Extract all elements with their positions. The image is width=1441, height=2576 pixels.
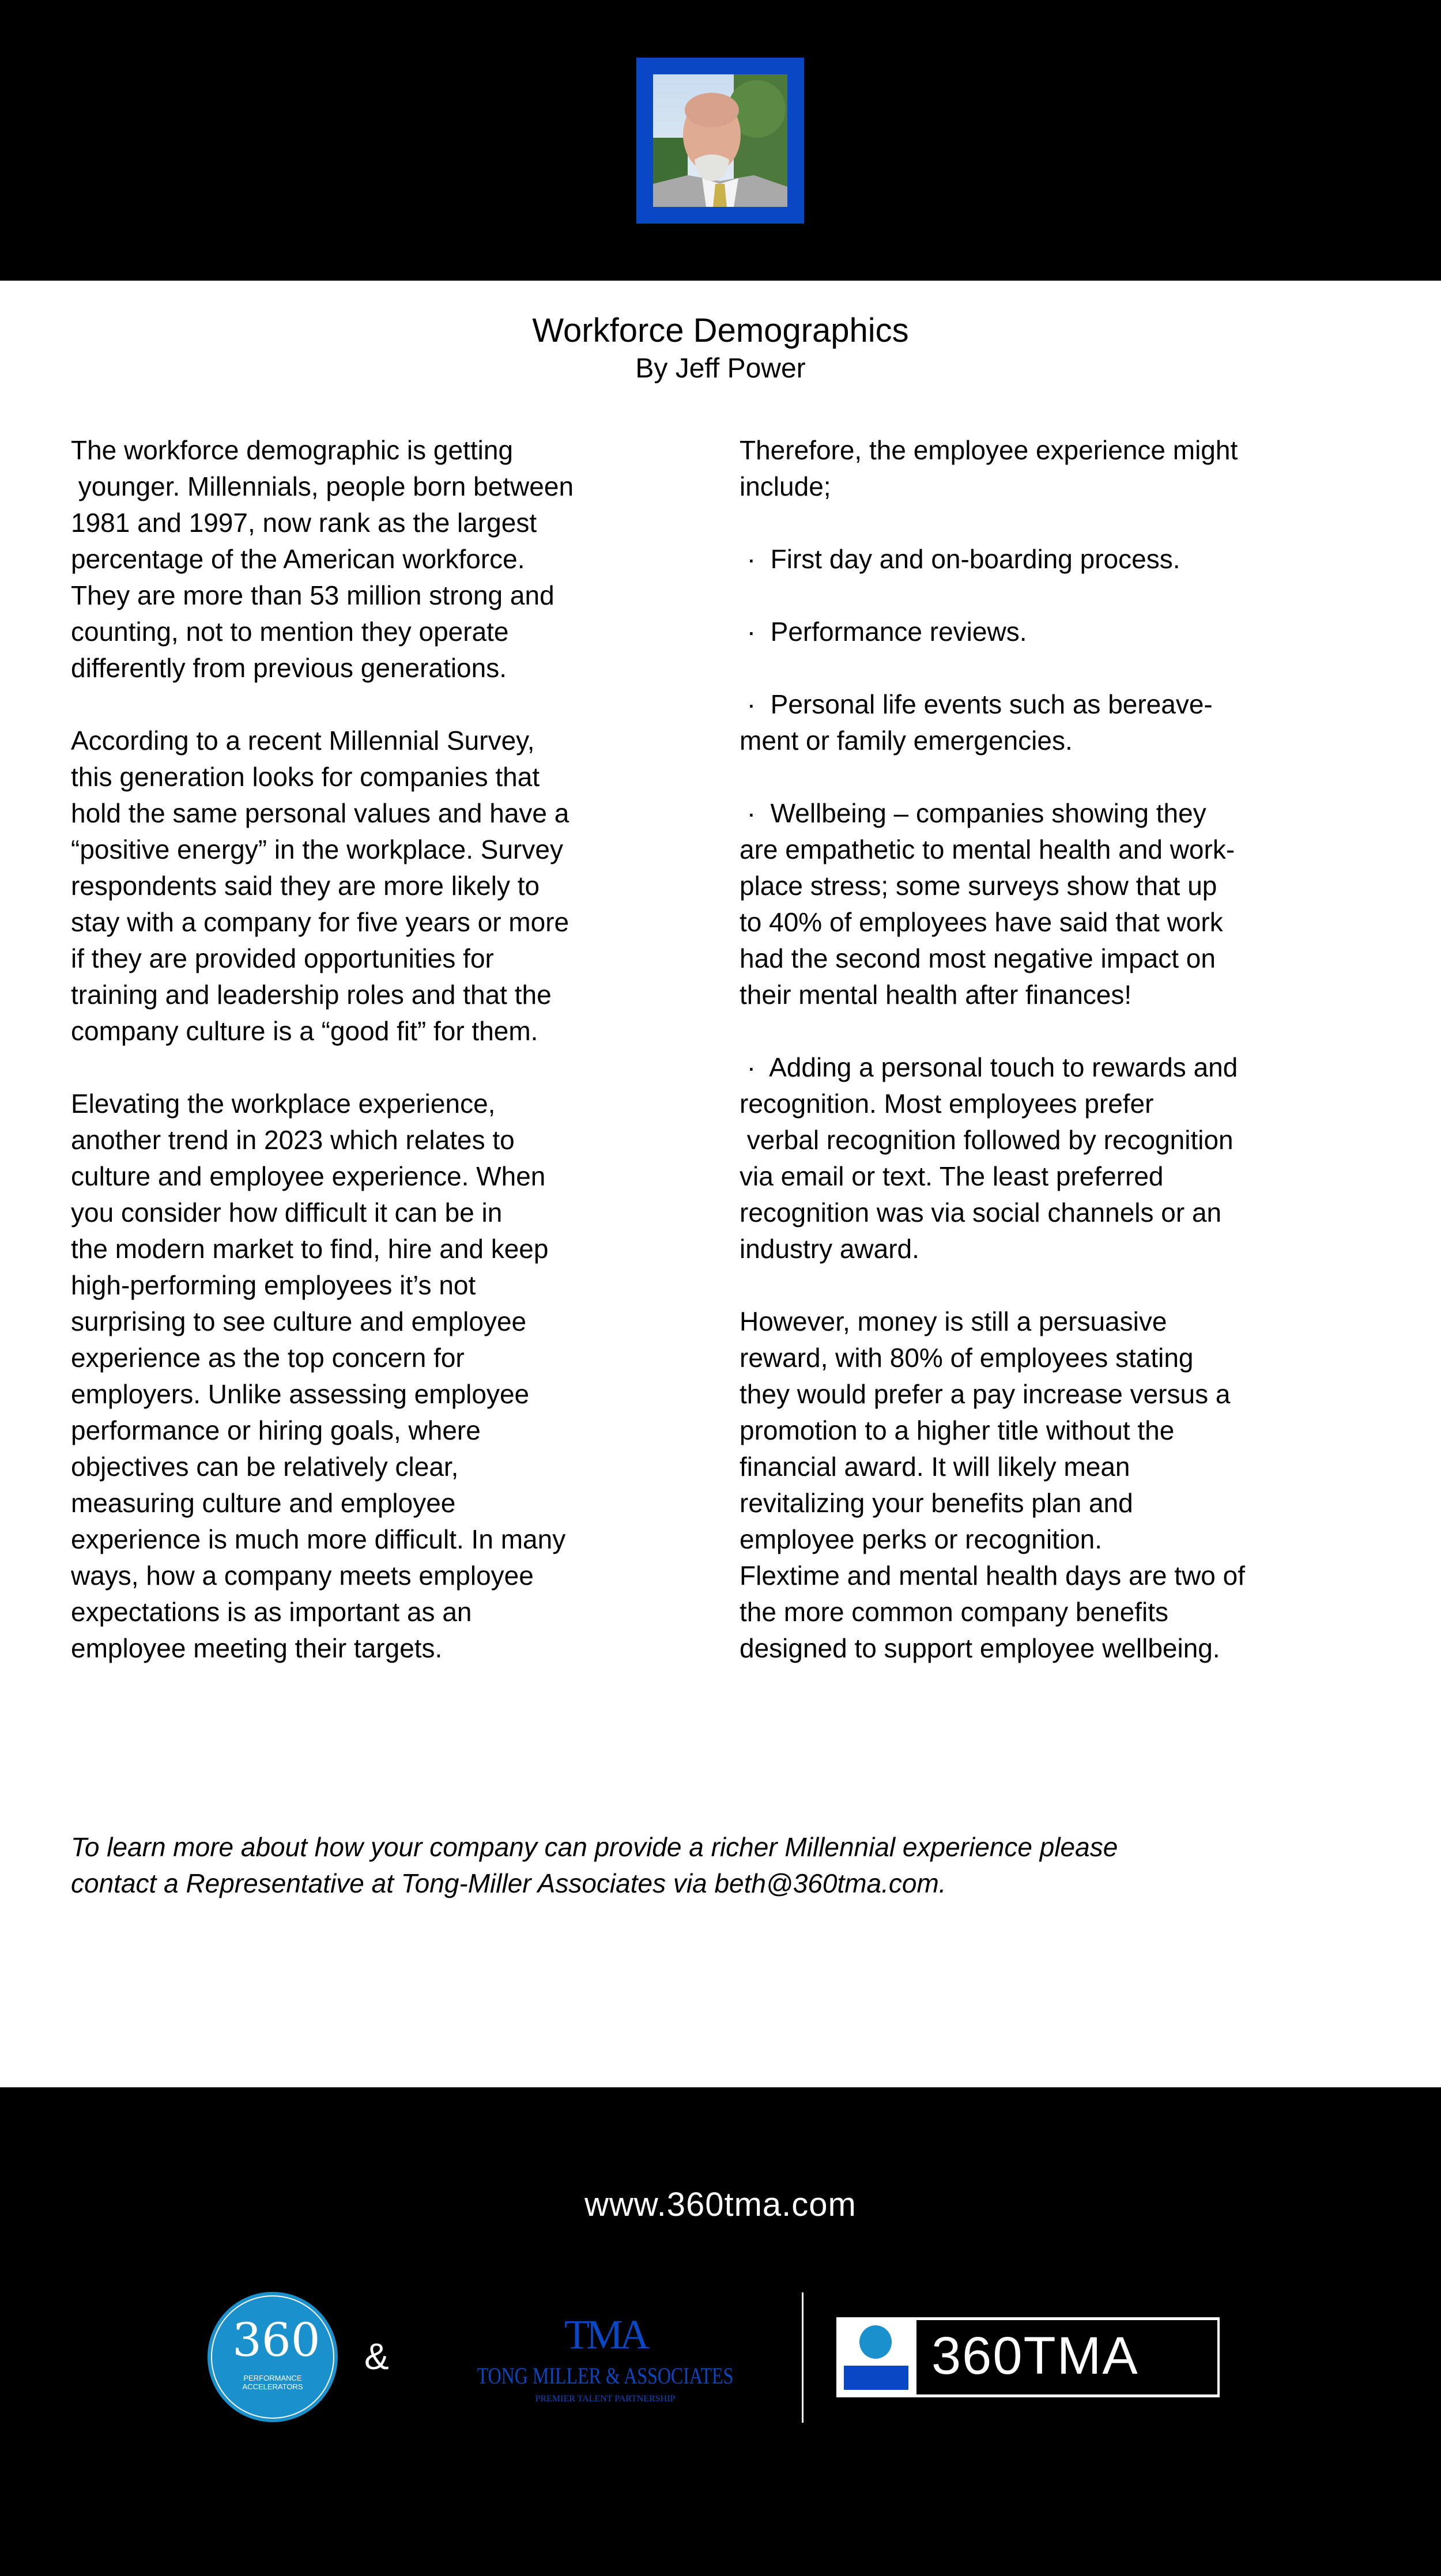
text-line: · First day and on-boarding process. — [740, 544, 1180, 574]
text-line: experience is much more difficult. In many — [71, 1524, 566, 1554]
footer — [0, 2087, 1441, 2576]
text-line: revitalizing your benefits plan and — [740, 1488, 1133, 1518]
text-line: experience as the top concern for — [71, 1343, 465, 1373]
tma-logo-mark: TMA — [564, 2311, 646, 2358]
text-line: differently from previous generations. — [71, 653, 507, 683]
text-line: Flextime and mental health days are two of — [740, 1561, 1246, 1591]
text-line: company culture is a “good fit” for them. — [71, 1016, 538, 1046]
text-line: expectations is as important as an — [71, 1597, 472, 1627]
text-line: place stress; some surveys show that up — [740, 871, 1217, 901]
text-line — [740, 1013, 1385, 1049]
logo-360tma-text: 360TMA — [931, 2326, 1139, 2385]
closing-note — [71, 1829, 1118, 1902]
text-line: The workforce demographic is getting — [71, 435, 514, 465]
text-line: employee meeting their targets. — [71, 1633, 443, 1663]
logo-360 — [208, 2292, 338, 2422]
footer-divider — [802, 2292, 804, 2423]
tma-logo-tagline: PREMIER TALENT PARTNERSHIP — [535, 2394, 676, 2404]
header-banner — [0, 0, 1441, 281]
text-line: surprising to see culture and employee — [71, 1306, 527, 1336]
text-line: promotion to a higher title without the — [740, 1415, 1175, 1445]
text-line: ment or family emergencies. — [740, 726, 1073, 756]
text-line: · Adding a personal touch to rewards and — [740, 1052, 1238, 1082]
text-line: to 40% of employees have said that work — [740, 907, 1223, 937]
text-line: Therefore, the employee experience might — [740, 435, 1238, 465]
logo-360tma-inner — [916, 2320, 1217, 2394]
text-line: employers. Unlike assessing employee — [71, 1379, 530, 1409]
text-line: the more common company benefits — [740, 1597, 1169, 1627]
text-line — [740, 577, 1385, 614]
text-line: Elevating the workplace experience, — [71, 1089, 496, 1119]
closing-line: contact a Representative at Tong-Miller Associates via beth@360tma.com. — [71, 1868, 946, 1898]
logo-circle-icon — [859, 2325, 892, 2359]
text-line: hold the same personal values and have a — [71, 798, 569, 828]
text-line — [740, 505, 1385, 541]
right-column — [740, 432, 1385, 1667]
article-title: Workforce Demographics — [532, 312, 909, 349]
author-photo-frame — [636, 58, 804, 224]
ampersand: & — [364, 2336, 389, 2377]
text-line: recognition was via social channels or an — [740, 1198, 1222, 1227]
text-line: they would prefer a pay increase versus a — [740, 1379, 1231, 1409]
text-line — [740, 759, 1385, 795]
text-line: However, money is still a persuasive — [740, 1306, 1167, 1336]
text-line — [740, 1267, 1385, 1304]
text-line: ways, how a company meets employee — [71, 1561, 534, 1591]
article-byline: By Jeff Power — [635, 353, 806, 384]
text-line: They are more than 53 million strong and — [71, 580, 554, 610]
text-line: “positive energy” in the workplace. Survey — [71, 834, 563, 864]
text-line: their mental health after finances! — [740, 980, 1132, 1010]
logo-square-icon — [844, 2366, 908, 2390]
text-line: reward, with 80% of employees stating — [740, 1343, 1194, 1373]
text-line: the modern market to find, hire and keep — [71, 1234, 549, 1264]
text-line — [740, 650, 1385, 686]
text-line: performance or hiring goals, where — [71, 1415, 481, 1445]
text-line: industry award. — [740, 1234, 919, 1264]
text-line: via email or text. The least preferred — [740, 1161, 1164, 1191]
website-link[interactable]: www.360tma.com — [584, 2186, 857, 2223]
text-line: respondents said they are more likely to — [71, 871, 540, 901]
left-column — [71, 432, 705, 1667]
logo-360-number: 360 — [232, 2313, 320, 2367]
text-line — [71, 686, 705, 723]
text-line — [71, 1049, 705, 1086]
text-line: percentage of the American workforce. — [71, 544, 525, 574]
text-line: if they are provided opportunities for — [71, 943, 494, 973]
tma-logo-name: TONG MILLER & ASSOCIATES — [477, 2363, 734, 2389]
text-line: this generation looks for companies that — [71, 762, 540, 792]
author-photo — [653, 74, 787, 207]
text-line: younger. Millennials, people born between — [71, 471, 574, 501]
text-line: recognition. Most employees prefer — [740, 1089, 1154, 1119]
text-line: verbal recognition followed by recognition — [740, 1125, 1233, 1155]
closing-line: To learn more about how your company can provide a richer Millennial experience please — [71, 1832, 1118, 1862]
text-line: you consider how difficult it can be in — [71, 1198, 503, 1227]
text-line: · Performance reviews. — [740, 617, 1027, 647]
text-line: designed to support employee wellbeing. — [740, 1633, 1220, 1663]
logo-360-subtitle: PERFORMANCE ACCELERATORS — [242, 2374, 303, 2391]
logo-360tma — [836, 2317, 1220, 2397]
text-line: had the second most negative impact on — [740, 943, 1216, 973]
text-line: high-performing employees it’s not — [71, 1270, 476, 1300]
text-line: · Wellbeing – companies showing they — [740, 798, 1206, 828]
text-line: culture and employee experience. When — [71, 1161, 546, 1191]
text-line: are empathetic to mental health and work- — [740, 834, 1235, 864]
text-line: financial award. It will likely mean — [740, 1452, 1130, 1482]
text-line: objectives can be relatively clear, — [71, 1452, 459, 1482]
text-line: another trend in 2023 which relates to — [71, 1125, 515, 1155]
text-line: 1981 and 1997, now rank as the largest — [71, 508, 537, 538]
text-line: training and leadership roles and that the — [71, 980, 552, 1010]
text-line: · Personal life events such as bereave- — [740, 689, 1213, 719]
text-line: According to a recent Millennial Survey, — [71, 726, 535, 756]
text-line: include; — [740, 471, 831, 501]
text-line: measuring culture and employee — [71, 1488, 456, 1518]
text-line: counting, not to mention they operate — [71, 617, 509, 647]
text-line: stay with a company for five years or more — [71, 907, 569, 937]
text-line: employee perks or recognition. — [740, 1524, 1102, 1554]
